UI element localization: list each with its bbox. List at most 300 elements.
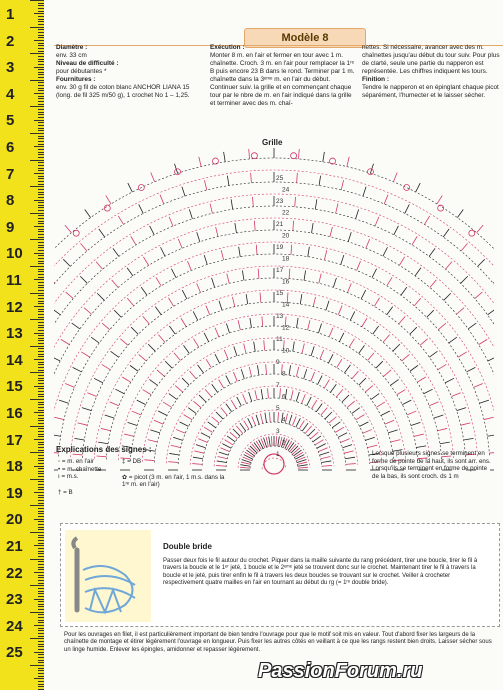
chart-stitch [341, 255, 344, 265]
pointed-signs-note: Lorsque plusieurs signes se terminent en forme de pointe de la haut, ils sont arr. ens. Lorsqu'ils se terminent en forme de pointe de la bas, ils sont croch. ds 1 m [372, 450, 491, 480]
chart-stitch [268, 388, 269, 398]
chart-stitch [397, 390, 406, 395]
legend-item-dc: † = B [58, 488, 73, 496]
execution-text: Monter 8 m. en l'air et fermer en tour avec 1 m. chaînette. Croch. 3 m. en l'air pour remplacer la 1ʳᵉ B puis encore 23 B dans le rond. Terminer par 1 m. chaînette dans la 3ᵉᵐᵉ m. en l'air du début. Continuer suiv. la grille et en commençant chaque tour par le nbre de m. en l'air indiqué dans la grille et terminer avec des m. chaî- [210, 52, 355, 107]
chart-stitch [294, 452, 303, 457]
ruler-number: 23 [6, 591, 23, 609]
ruler-number: 22 [6, 564, 23, 582]
chart-picot [291, 153, 297, 159]
chart-picot [330, 158, 336, 164]
chart-stitch [261, 389, 263, 399]
chart-stitch [291, 245, 292, 255]
chart-stitch [393, 173, 397, 182]
chart-stitch [240, 467, 250, 468]
chart-stitch [291, 390, 293, 400]
chart-stitch [216, 227, 218, 237]
chart-stitch [363, 187, 366, 197]
ruler-tick [30, 585, 44, 586]
chart-stitch [356, 415, 365, 420]
chart-stitch [163, 402, 172, 407]
chart-round-number: 22 [282, 209, 290, 217]
chart-stitch [240, 465, 250, 467]
chart-stitch [212, 278, 215, 288]
chart-stitch [74, 438, 84, 440]
chart-round-number: 16 [282, 278, 290, 286]
model-label: Modèle 8 [244, 28, 366, 48]
execution-column [210, 44, 356, 108]
chart-stitch [269, 412, 270, 422]
chart-stitch [297, 462, 307, 464]
ruler-tick [30, 53, 44, 54]
ruler-tick [34, 678, 44, 679]
chart-stitch [161, 247, 166, 256]
chart-stitch [115, 389, 124, 394]
chart-stitch [250, 318, 252, 328]
chart-stitch [210, 204, 212, 214]
chart-stitch [78, 423, 88, 425]
chart-stitch [335, 427, 344, 432]
chart-round-number: 3 [276, 428, 280, 435]
chart-stitch [143, 316, 149, 324]
chart-stitch [238, 320, 240, 330]
ruler-number: 6 [6, 139, 15, 156]
ruler-tick [30, 266, 44, 267]
chart-stitch [475, 292, 483, 298]
chart-round-number: 6 [282, 393, 286, 401]
chart-round-number: 12 [282, 324, 290, 332]
chart-stitch [352, 408, 360, 414]
chart-stitch [298, 465, 308, 467]
chart-stitch [206, 306, 210, 315]
ruler-number: 14 [6, 351, 23, 369]
chart-stitch [266, 364, 267, 374]
chart-stitch [445, 262, 451, 270]
legend-item-picot: ✿ = picot (3 m. en l'air, 1 m.s. dans la 1ʳᵉ m. en l'air) [122, 473, 225, 488]
chart-center-ring [264, 454, 284, 474]
grid-label: Grille [262, 138, 283, 147]
chart-round-number: 10 [282, 347, 290, 355]
chart-stitch [478, 259, 485, 266]
ruler-tick [30, 638, 44, 639]
chart-stitch [289, 269, 290, 279]
chart-stitch [249, 149, 250, 159]
ruler-tick [34, 173, 44, 174]
chart-stitch [131, 236, 136, 245]
chart-stitch [429, 402, 438, 406]
finish-text: Tendre le napperon et en épinglant chaque picot séparément, l'humecter et le laisser sécher. [362, 84, 499, 99]
chart-round-number: 7 [276, 382, 280, 389]
ruler-tick [30, 293, 44, 294]
chart-stitch [383, 247, 388, 256]
chart-stitch [336, 389, 342, 397]
chart-stitch [445, 378, 454, 383]
chart-stitch [169, 453, 179, 455]
ruler-tick [34, 519, 44, 520]
execution-label: Exécution : [210, 44, 245, 51]
chart-round-number: 23 [276, 198, 284, 205]
chart-stitch [412, 236, 417, 245]
chart-stitch [254, 221, 255, 231]
chart-stitch [427, 310, 434, 317]
chart-stitch [150, 226, 155, 235]
chart-stitch [256, 245, 257, 255]
ruler-tick [34, 253, 44, 254]
ruler-number: 16 [6, 405, 23, 422]
chart-stitch [221, 408, 227, 416]
chart-stitch [326, 301, 329, 311]
legend-left [58, 458, 101, 496]
chart-stitch [246, 294, 248, 304]
chart-stitch [360, 422, 369, 427]
chart-stitch [171, 269, 176, 278]
crochet-chart [54, 140, 494, 480]
chart-stitch [304, 270, 306, 280]
chart-stitch [376, 402, 385, 407]
chart-stitch [99, 229, 105, 237]
chart-round [54, 170, 494, 451]
chart-stitch [479, 400, 489, 403]
chart-stitch [437, 428, 447, 430]
chart-stitch [487, 435, 494, 437]
chart-stitch [457, 408, 467, 411]
chart-round-number: 18 [282, 255, 290, 263]
chart-round-number: 1 [276, 451, 280, 458]
chart-stitch [231, 199, 233, 209]
chart-stitch [293, 221, 294, 231]
chart-stitch [220, 448, 229, 452]
ruler-tick [34, 13, 44, 14]
chart-stitch [300, 294, 302, 304]
chart-stitch [451, 393, 460, 397]
ruler-number: 9 [6, 218, 15, 236]
chart-round-number: 2 [282, 439, 286, 447]
chart-stitch [130, 365, 138, 371]
ruler-number: 19 [6, 484, 23, 502]
chart-stitch [311, 346, 314, 356]
ruler-tick [30, 532, 44, 533]
chart-stitch [156, 277, 161, 286]
chart-stitch [222, 444, 231, 449]
chart-stitch [464, 438, 474, 440]
chart-stitch [198, 439, 207, 443]
chart-stitch [288, 442, 294, 450]
chart-stitch [320, 350, 324, 359]
chart-stitch [183, 345, 189, 353]
chart-picot [104, 205, 110, 211]
chart-stitch [348, 232, 351, 242]
chart-stitch [198, 365, 204, 373]
chart-stitch [233, 429, 240, 436]
chart-stitch [190, 371, 196, 379]
ruler-tick [34, 386, 44, 387]
chart-stitch [325, 412, 332, 419]
chart-stitch [224, 152, 226, 162]
chart-stitch [224, 350, 228, 359]
ruler-number: 3 [6, 59, 15, 77]
chart-stitch [212, 384, 218, 392]
chart-stitch [293, 342, 295, 352]
chart-round-number: 19 [276, 244, 284, 251]
chart-stitch [193, 311, 198, 320]
chart-stitch [201, 433, 210, 438]
technique-text: Passer deux fois le fil autour du crochet. Piquer dans la maille suivante du rang précédent, tirer une boucle, tirer le fil à travers la boucle et le 1ᵉʳ jeté, 1 boucle et le 2ᵉᵐᵉ jeté se trouvent donc sur le crochet. Maintenant tirer le fil à travers la boucle et le jeté, puis tirer enfin le fil à travers les deux boucles se trouvant sur le crochet. Veiller à crocheter respectivement quatre mailles en l'air en tournant au début du rg (= 1ʳᵉ double bride). [163, 558, 478, 587]
chart-stitch [393, 344, 400, 351]
chart-stitch [124, 434, 134, 436]
chart-stitch [169, 394, 177, 400]
chart-stitch [106, 195, 111, 204]
ruler-number: 25 [6, 644, 23, 662]
chart-stitch [59, 400, 69, 403]
chart-picot [175, 169, 181, 175]
chart-stitch [233, 372, 237, 381]
chart-stitch [444, 293, 451, 300]
ruler-tick [34, 146, 44, 147]
chart-stitch [383, 370, 391, 376]
chart-stitch [416, 183, 421, 192]
chart-stitch [337, 359, 342, 368]
chart-stitch [230, 432, 238, 438]
chart-stitch [252, 416, 256, 425]
chart-stitch [477, 225, 483, 233]
ruler-number: 10 [6, 245, 23, 263]
chart-stitch [361, 290, 366, 299]
ruler-number: 7 [6, 165, 15, 183]
chart-stitch [61, 339, 70, 344]
chart-stitch [122, 377, 131, 382]
chart-stitch [307, 397, 312, 406]
chart-stitch [388, 430, 398, 433]
chart-stitch [269, 436, 271, 446]
chart-stitch [254, 342, 256, 352]
chart-stitch [373, 326, 379, 334]
chart-stitch [302, 344, 304, 354]
chart-stitch [234, 346, 237, 356]
chart-stitch [54, 309, 60, 315]
chart-stitch [226, 376, 231, 385]
chart-stitch [311, 372, 315, 381]
chart-stitch [243, 394, 247, 403]
chart-stitch [365, 437, 375, 440]
chart-stitch [429, 248, 435, 256]
chart-stitch [127, 298, 133, 306]
chart-stitch [215, 328, 219, 337]
chart-round-number: 20 [282, 232, 290, 240]
chart-stitch [308, 320, 310, 330]
chart-stitch [244, 421, 249, 430]
chart-stitch [338, 433, 347, 438]
chart-stitch [278, 436, 280, 446]
chart-stitch [199, 395, 206, 402]
chart-stitch [244, 344, 246, 354]
chart-stitch [368, 353, 374, 361]
chart-stitch [424, 389, 433, 394]
chart-stitch [293, 450, 301, 456]
chart-stitch [97, 456, 107, 457]
chart-stitch [94, 378, 103, 383]
chart-stitch [375, 217, 379, 226]
difficulty-label: Niveau de difficulté : [56, 60, 119, 67]
ruler-number: 13 [6, 325, 23, 343]
chart-stitch [231, 400, 236, 409]
chart-stitch [241, 462, 251, 464]
ruler-number: 5 [6, 112, 15, 130]
chart-stitch [143, 257, 148, 266]
chart-picot [469, 230, 475, 236]
ruler-tick [30, 27, 44, 28]
chart-stitch [143, 390, 152, 395]
finish-column [362, 44, 502, 100]
chart-stitch [73, 454, 83, 455]
chart-stitch [341, 180, 343, 190]
chart-stitch [394, 226, 399, 235]
chart-stitch [72, 323, 80, 329]
chart-stitch [110, 402, 119, 406]
chart-stitch [345, 365, 351, 373]
diameter-label: Diamètre : [56, 44, 88, 51]
chart-stitch [236, 426, 242, 434]
chart-stitch [227, 436, 235, 442]
chart-stitch [356, 209, 359, 219]
chart-stitch [139, 354, 147, 360]
chart-stitch [381, 411, 390, 416]
chart-stitch [402, 400, 411, 405]
ruler-number: 15 [6, 378, 23, 396]
chart-stitch [357, 261, 361, 270]
ruler-number: 20 [6, 511, 23, 529]
chart-stitch [197, 283, 201, 292]
chart-stitch [208, 422, 216, 428]
chart-stitch [204, 180, 206, 190]
chart-stitch [299, 421, 304, 430]
chart-stitch [278, 412, 279, 422]
technique-title: Double bride [163, 542, 212, 551]
ruler-tick [34, 492, 44, 493]
chart-stitch [219, 452, 229, 455]
ruler-tick [34, 652, 44, 653]
chart-stitch [312, 223, 314, 233]
chart-stitch [181, 318, 186, 327]
chart-stitch [332, 422, 340, 428]
ruler-tick [30, 213, 44, 214]
chart-stitch [139, 204, 144, 213]
chart-stitch [176, 429, 185, 433]
chart-stitch [328, 354, 333, 363]
chart-stitch [165, 361, 172, 368]
ruler-tick [30, 319, 44, 320]
chart-stitch [54, 357, 60, 362]
chart-stitch [255, 390, 257, 400]
chart-stitch [141, 287, 147, 295]
chart-stitch [323, 152, 325, 162]
chart-stitch [338, 306, 342, 315]
chart-stitch [127, 268, 133, 276]
chart-round [202, 398, 346, 465]
chart-stitch [407, 411, 416, 415]
supplies-value: env. 30 g fil de coton blanc ANCHOR LIANA 15 (long. de fil 325 m/50 g), 1 crochet No 1 – 1,25. [56, 84, 190, 99]
chart-stitch [321, 461, 331, 463]
chart-stitch [312, 400, 317, 409]
chart-stitch [365, 386, 373, 392]
chart-stitch [371, 394, 379, 400]
chart-stitch [246, 450, 254, 456]
ruler-number: 2 [6, 32, 15, 50]
chart-stitch [254, 442, 260, 450]
chart-stitch [182, 187, 185, 197]
chart-stitch [240, 423, 246, 431]
chart-stitch [189, 209, 192, 219]
chart-stitch [434, 415, 444, 418]
chart-stitch [308, 429, 315, 436]
chart-stitch [101, 428, 111, 430]
chart-stitch [297, 318, 299, 328]
ruler-tick [34, 67, 44, 68]
chart-stitch [461, 423, 471, 425]
chart-stitch [313, 436, 321, 442]
chart-stitch [212, 417, 220, 423]
chart-stitch [297, 173, 298, 183]
chart-stitch [359, 378, 366, 385]
chart-round [94, 290, 453, 459]
chart-stitch [128, 183, 133, 192]
chart-stitch [54, 435, 61, 437]
chart-stitch [391, 440, 401, 442]
chart-stitch [424, 216, 429, 225]
chart-stitch [315, 440, 324, 445]
ruler-tick [30, 452, 44, 453]
ruler-tick [34, 625, 44, 626]
chart-picot [404, 184, 410, 190]
chart-stitch [387, 307, 393, 315]
chart-stitch [416, 446, 426, 448]
ruler-tick [34, 466, 44, 467]
legend-title: Explications des signes : [56, 445, 152, 454]
ruler-tick [30, 80, 44, 81]
chart-stitch [310, 432, 318, 438]
chart-round-number: 9 [276, 359, 280, 366]
chart-stitch [414, 434, 424, 436]
chart-stitch [102, 364, 111, 369]
chart-stitch [318, 448, 327, 452]
chart-stitch [414, 298, 420, 306]
chart-stitch [321, 408, 327, 416]
chart-stitch [466, 367, 475, 372]
chart-stitch [113, 248, 119, 256]
chart-stitch [96, 262, 102, 270]
chart-stitch [193, 401, 201, 407]
ruler-number: 11 [6, 272, 22, 289]
measuring-ruler [0, 0, 45, 690]
chart-picot [212, 158, 218, 164]
chart-stitch [319, 176, 321, 186]
difficulty-value: pour débutantes * [56, 68, 107, 75]
chart-stitch [322, 465, 332, 466]
chart-stitch [188, 261, 192, 270]
chart-stitch [437, 195, 442, 204]
chart-stitch [155, 307, 161, 315]
chart-stitch [266, 437, 268, 447]
chart-round-number: 15 [276, 290, 284, 297]
chart-stitch [204, 427, 213, 432]
chart-stitch [350, 311, 355, 320]
chart-stitch [219, 301, 222, 311]
ruler-tick [34, 279, 44, 280]
chart-stitch [169, 217, 173, 226]
ruler-number: 18 [6, 458, 23, 476]
chart-stitch [384, 195, 388, 204]
chart-stitch [387, 277, 392, 286]
chart-stitch [150, 430, 160, 433]
chart-stitch [347, 157, 349, 167]
